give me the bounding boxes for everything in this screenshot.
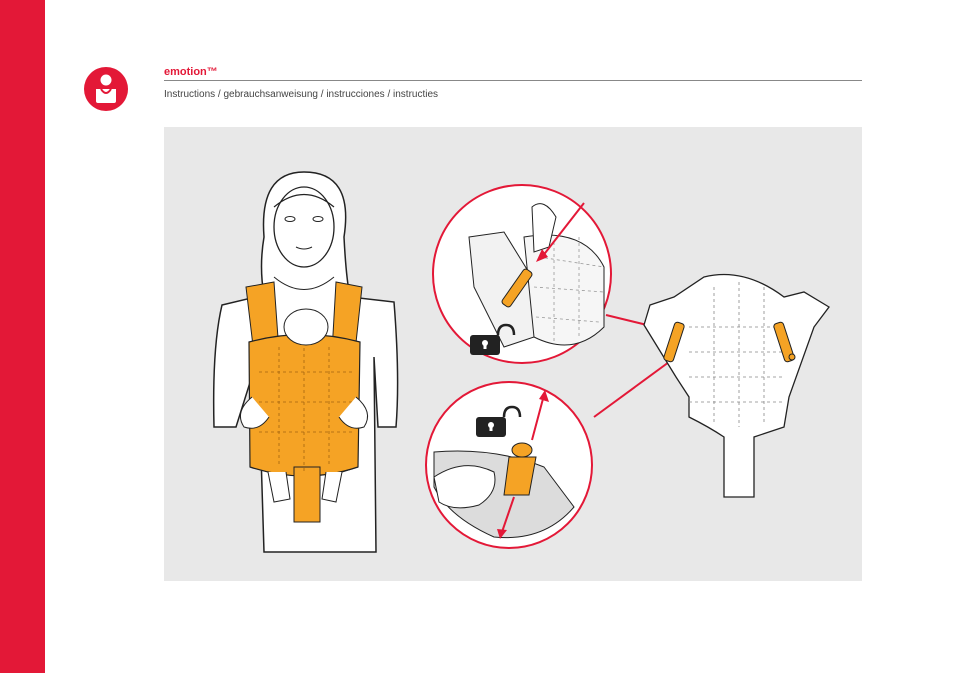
woman-with-carrier-illustration [214, 172, 398, 552]
product-title: emotion™ [164, 66, 218, 78]
person-carrier-icon [84, 67, 128, 111]
brand-side-band [0, 0, 45, 673]
buckle-detail-illustration [433, 185, 611, 363]
illustration-panel [164, 127, 862, 581]
instructions-subtitle: Instructions / gebrauchsanweisung / instrucciones / instructies [164, 89, 439, 100]
header-divider [164, 80, 862, 81]
carrier-front-illustration [644, 275, 829, 498]
